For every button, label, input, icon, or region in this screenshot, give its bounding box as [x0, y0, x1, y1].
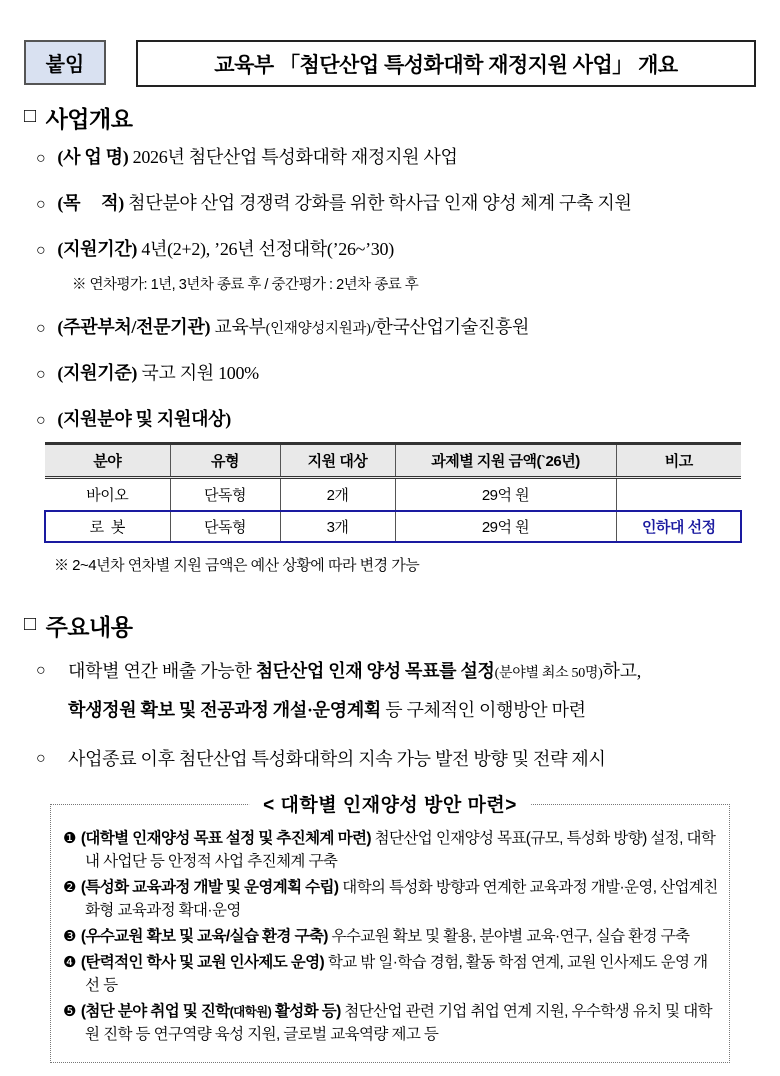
section-heading-label: 사업개요 — [45, 106, 133, 132]
bullet-text: 사업종료 이후 첨단산업 특성화대학의 지속 가능 발전 방향 및 전략 제시 — [68, 748, 606, 769]
cell-amount: 29억 원 — [395, 511, 616, 543]
cell-remark-selected: 인하대 선정 — [641, 519, 716, 537]
col-header-target: 지원 대상 — [280, 444, 395, 478]
col-header-amount: 과제별 지원 금액(`26년) — [395, 444, 616, 478]
circled-number-3-icon: ❸ — [63, 927, 76, 945]
circled-number-5-icon: ❺ — [63, 1002, 76, 1020]
item-value: 4년(2+2), ’26년 선정대학(’26~’30) — [141, 239, 394, 260]
attachment-badge: 붙임 — [24, 40, 106, 85]
cell-remark — [616, 478, 741, 511]
segment-bold: 첨단산업 인재 양성 목표를 설정 — [255, 661, 495, 682]
plan-item-4 — [63, 952, 719, 998]
main-bullet-goal — [36, 652, 756, 729]
segment-plain: 대학별 연간 배출 가능한 — [68, 661, 256, 682]
item-value-part2: /한국산업기술진흥원 — [370, 316, 530, 337]
plan-box-title: < 대학별 인재양성 방안 마련> — [249, 790, 531, 817]
main-content-section — [24, 609, 756, 1063]
overview-item-purpose — [36, 190, 756, 216]
plan-item-head: (우수교원 확보 및 교육/실습 환경 구축) — [80, 927, 328, 945]
section-heading-overview — [24, 101, 756, 134]
circle-bullet-icon: ○ — [36, 662, 46, 680]
table-row-robot-highlighted — [45, 511, 741, 543]
segment-small: (분야별 최소 50명) — [494, 666, 603, 682]
circled-number-4-icon: ❹ — [63, 953, 76, 971]
item-value-part1: 교육부 — [214, 316, 266, 337]
item-label: (지원분야 및 지원대상) — [57, 408, 231, 429]
circled-number-1-icon: ❶ — [63, 830, 76, 848]
plan-item-3 — [63, 926, 719, 949]
document-title: 교육부 「첨단산업 특성화대학 재정지원 사업」 개요 — [136, 40, 756, 87]
cell-type: 단독형 — [170, 511, 280, 543]
plan-item-head: (탄력적인 학사 및 교원 인사제도 운영) — [80, 953, 325, 971]
circled-number-2-icon: ❷ — [63, 879, 76, 897]
item-value: 첨단분야 산업 경쟁력 강화를 위한 학사급 인재 양성 체계 구축 지원 — [128, 193, 632, 214]
table-row-bio — [45, 478, 741, 511]
segment-bold: 학생정원 확보 및 전공과정 개설·운영계획 — [68, 699, 381, 720]
plan-item-body: 첨단산업 인재양성 목표(규모, 특성화 방향) 설정, 대학 내 사업단 등 안정적 사업 추진체계 구축 — [85, 830, 716, 871]
item-label: (주관부처/전문기관) — [57, 316, 211, 337]
item-label: (지원기준) — [57, 362, 138, 383]
overview-item-funding-basis — [36, 360, 756, 386]
main-bullet-sustainability — [36, 740, 756, 779]
document-header — [24, 40, 756, 87]
square-marker-icon: □ — [24, 613, 36, 636]
plan-item-head-small: (대학원) — [229, 1004, 272, 1019]
segment-plain: 등 구체적인 이행방안 마련 — [381, 699, 586, 720]
overview-item-fields — [36, 406, 756, 432]
cell-amount: 29억 원 — [395, 478, 616, 511]
section-heading-main — [24, 609, 756, 642]
square-marker-icon: □ — [24, 105, 36, 127]
cell-target: 3개 — [280, 511, 395, 543]
cell-target: 2개 — [280, 478, 395, 511]
talent-plan-box — [50, 795, 730, 1062]
segment-plain: 하고, — [602, 661, 641, 682]
period-evaluation-note: ※ 연차평가: 1년, 3년차 종료 후 / 중간평가 : 2년차 종료 후 — [72, 276, 419, 293]
item-label: (지원기간) — [57, 239, 138, 260]
cell-field: 바이오 — [45, 478, 170, 511]
plan-item-body: 학교 밖 일·학습 경험, 활동 학점 연계, 교원 인사제도 운영 개선 등 — [85, 953, 708, 994]
item-label: (사 업 명) — [57, 147, 129, 167]
bullet-text — [68, 652, 641, 729]
item-value: 2026년 첨단산업 특성화대학 재정지원 사업 — [132, 147, 458, 167]
circle-bullet-icon: ○ — [36, 411, 46, 429]
overview-item-project-name — [36, 144, 756, 170]
circle-bullet-icon: ○ — [36, 319, 46, 337]
support-fields-table — [45, 442, 741, 542]
section-heading-label: 주요내용 — [45, 614, 133, 641]
item-label: (목 적) — [57, 193, 124, 214]
circle-bullet-icon: ○ — [36, 242, 46, 260]
plan-item-head: 활성화 등) — [271, 1002, 341, 1020]
plan-item-body: 우수교원 확보 및 활용, 분야별 교육·연구, 실습 환경 구축 — [327, 927, 690, 945]
item-value-small: (인재양성지원과) — [265, 320, 371, 337]
plan-item-head: (대학별 인재양성 목표 설정 및 추진체계 마련) — [80, 830, 371, 848]
circle-bullet-icon: ○ — [36, 365, 46, 383]
item-value: 국고 지원 100% — [141, 362, 259, 383]
table-header-row — [45, 444, 741, 478]
plan-item-1 — [63, 828, 719, 874]
cell-field: 로 봇 — [45, 511, 170, 543]
table-budget-note: ※ 2~4년차 연차별 지원 금액은 예산 상황에 따라 변경 가능 — [54, 557, 420, 575]
cell-type: 단독형 — [170, 478, 280, 511]
plan-item-head: (특성화 교육과정 개발 및 운영계획 수립) — [80, 879, 339, 897]
circle-bullet-icon: ○ — [36, 150, 46, 167]
overview-item-period — [36, 236, 756, 262]
circle-bullet-icon: ○ — [36, 749, 46, 767]
overview-item-agency — [36, 314, 756, 340]
plan-item-2 — [63, 877, 719, 923]
col-header-field: 분야 — [45, 444, 170, 478]
col-header-remark: 비고 — [616, 444, 741, 478]
plan-item-5 — [63, 1001, 719, 1047]
plan-item-head: (첨단 분야 취업 및 진학 — [80, 1002, 230, 1020]
circle-bullet-icon: ○ — [36, 196, 46, 214]
col-header-type: 유형 — [170, 444, 280, 478]
plan-item-body: 첨단산업 관련 기업 취업 연계 지원, 우수학생 유치 및 대학원 진학 등 연구역량 육성 지원, 글로벌 교육역량 제고 등 — [85, 1002, 712, 1043]
plan-item-body: 대학의 특성화 방향과 연계한 교육과정 개발·운영, 산업계친화형 교육과정 확대·운영 — [85, 879, 718, 919]
